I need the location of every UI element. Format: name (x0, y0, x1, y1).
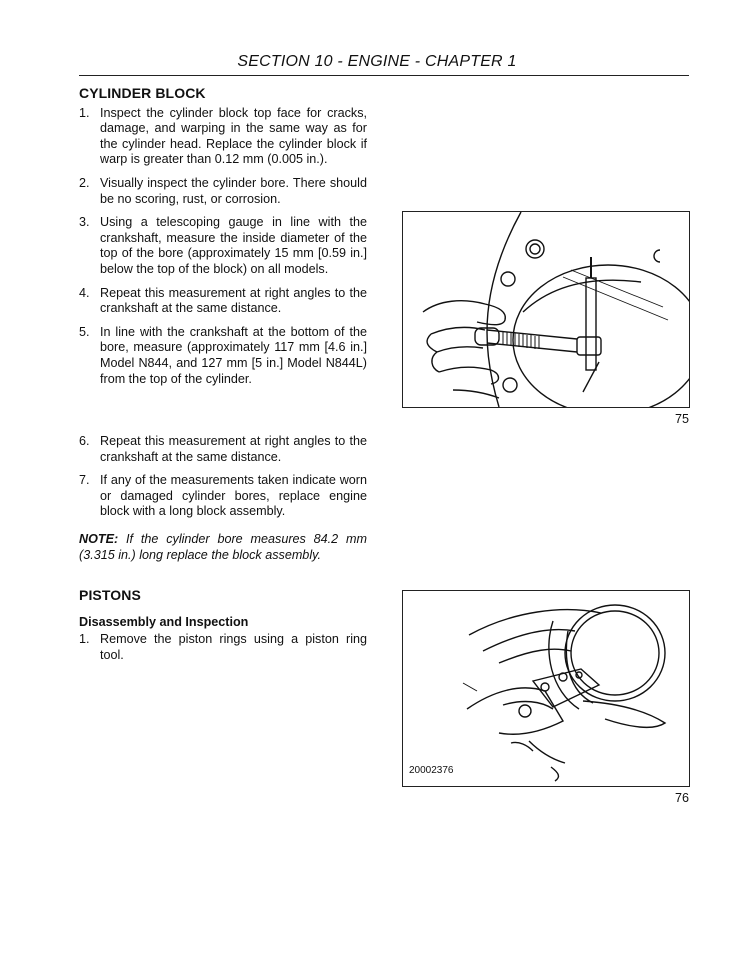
cylinder-block-steps-1-5 (79, 106, 367, 388)
step-number: 2. (79, 175, 90, 190)
step-text: In line with the crankshaft at the bottom of the bore, measure (approximately 117 mm [4.6 in.] Model N844, and 127 mm [5 in.] Model N844L) from the top of the cylinder. (100, 324, 367, 386)
step-number: 7. (79, 473, 90, 488)
note-label: NOTE: (79, 531, 119, 546)
step-number: 3. (79, 215, 90, 230)
step-text: Remove the piston rings using a piston ring tool. (100, 632, 367, 662)
step-text: Inspect the cylinder block top face for cracks, damage, and warping in the same way as for the cylinder head. Replace the cylinder block if warp is greater than 0.12 mm (0.005 in.). (100, 105, 367, 167)
list-item (79, 632, 367, 663)
cylinder-block-steps-6-7 (79, 434, 367, 520)
step-number: 1. (79, 105, 90, 120)
list-item (79, 286, 367, 317)
pistons-section (79, 588, 367, 671)
list-item (79, 434, 367, 465)
note-paragraph (79, 532, 367, 563)
figure-75-telescoping-gauge (402, 211, 690, 408)
header-rule (79, 75, 689, 76)
section-heading-pistons: PISTONS (79, 587, 141, 603)
list-item (79, 215, 367, 277)
section-heading-cylinder-block: CYLINDER BLOCK (79, 85, 206, 101)
note-text: If the cylinder bore measures 84.2 mm (3.315 in.) long replace the block assembly. (79, 531, 367, 562)
cylinder-block-section (79, 86, 367, 395)
page-header-title: SECTION 10 - ENGINE - CHAPTER 1 (237, 53, 517, 70)
figure-number-75: 75 (675, 412, 690, 426)
pistons-steps (79, 632, 367, 663)
illustration-piston-ring-tool (403, 591, 689, 786)
subheading-disassembly: Disassembly and Inspection (79, 614, 249, 629)
step-number: 1. (79, 632, 90, 647)
step-number: 5. (79, 324, 90, 339)
step-number: 6. (79, 434, 90, 448)
step-text: Repeat this measurement at right angles to the crankshaft at the same distance. (100, 285, 367, 316)
illustration-telescoping-gauge (403, 212, 689, 407)
list-item (79, 473, 367, 520)
step-number: 4. (79, 285, 90, 300)
list-item (79, 176, 367, 207)
step-text: Using a telescoping gauge in line with the crankshaft, measure the inside diameter of the top of the bore (approximately 15 mm [0.59 in.] below the top of the block) on all models. (100, 215, 367, 276)
figure-76-piston-ring-tool (402, 590, 690, 787)
step-text: Visually inspect the cylinder bore. There should be no scoring, rust, or corrosion. (100, 175, 367, 206)
figure-number-76: 76 (675, 791, 690, 805)
step-text: If any of the measurements taken indicate worn or damaged cylinder bores, replace engine block with a long block assembly. (100, 473, 367, 519)
cylinder-block-section-continued (79, 434, 367, 563)
figure-code: 20002376 (409, 765, 454, 776)
list-item (79, 106, 367, 168)
list-item (79, 325, 367, 387)
step-text: Repeat this measurement at right angles to the crankshaft at the same distance. (100, 434, 367, 464)
